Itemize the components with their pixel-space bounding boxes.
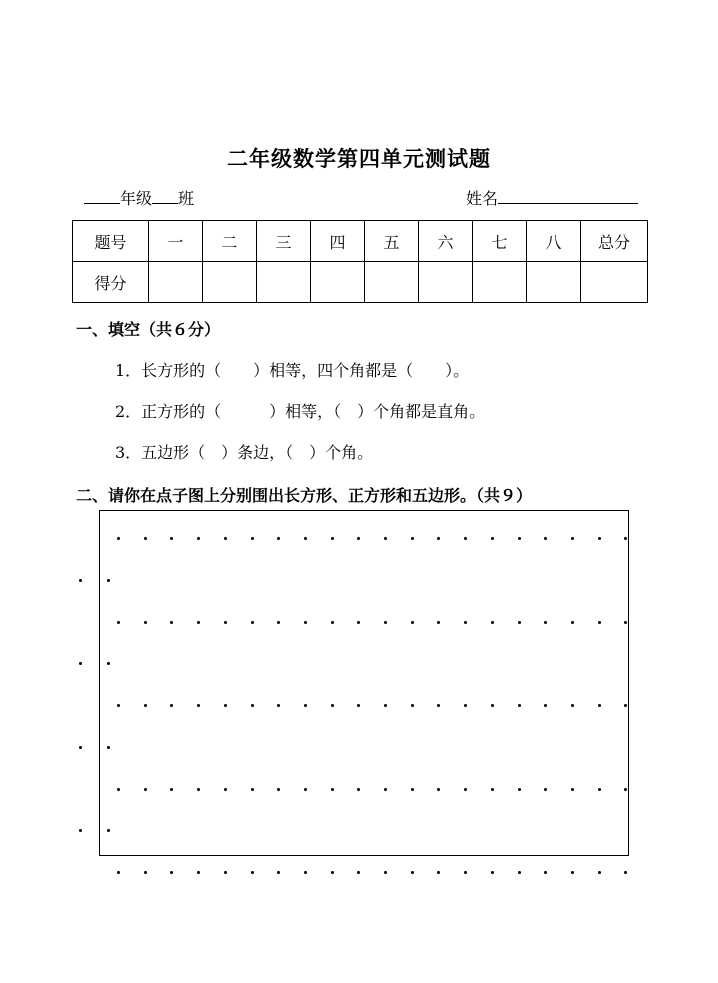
grid-dot[interactable] [277,871,280,874]
grid-dot[interactable] [598,621,601,624]
page-title: 二年级数学第四单元测试题 [227,146,491,171]
name-blank[interactable] [498,187,638,204]
score-cell[interactable] [149,262,203,303]
grid-dot[interactable] [411,704,414,707]
question-3: 3．五边形（ ）条边，（ ）个角。 [115,443,374,462]
grid-dot[interactable] [384,621,387,624]
grid-dot[interactable] [384,871,387,874]
grid-dot[interactable] [144,704,147,707]
grid-dot[interactable] [251,537,254,540]
grid-dot[interactable] [304,621,307,624]
grid-dot[interactable] [197,871,200,874]
score-cell[interactable] [257,262,311,303]
grid-dot[interactable] [491,537,494,540]
grid-dot[interactable] [79,829,82,832]
name-line [466,186,638,209]
grid-dot[interactable] [571,537,574,540]
grid-dot[interactable] [304,871,307,874]
score-cell[interactable] [473,262,527,303]
grid-dot[interactable] [117,621,120,624]
grid-dot[interactable] [384,537,387,540]
table-header-cell: 二 [203,221,257,262]
class-blank[interactable] [152,187,178,204]
grid-dot[interactable] [304,537,307,540]
grid-dot[interactable] [491,871,494,874]
grid-dot[interactable] [571,621,574,624]
dot-grid-box[interactable] [99,510,629,856]
grid-dot[interactable] [518,537,521,540]
grid-dot[interactable] [518,788,521,791]
grid-dot[interactable] [571,871,574,874]
grid-dot[interactable] [518,871,521,874]
grid-dot[interactable] [437,871,440,874]
grid-dot[interactable] [331,537,334,540]
grade-label: 年级 [120,189,153,208]
score-table [72,220,648,303]
grid-dot[interactable] [331,871,334,874]
grid-dot[interactable] [117,704,120,707]
grid-dot[interactable] [117,871,120,874]
table-header-cell: 五 [365,221,419,262]
grid-dot[interactable] [144,871,147,874]
grid-dot[interactable] [79,746,82,749]
grid-dot[interactable] [357,871,360,874]
grid-dot[interactable] [518,621,521,624]
grid-dot[interactable] [251,621,254,624]
grid-dot[interactable] [331,621,334,624]
grid-dot[interactable] [107,746,110,749]
table-header-cell: 题号 [73,221,149,262]
grid-dot[interactable] [251,871,254,874]
name-label: 姓名 [466,189,499,208]
question-2: 2．正方形的（ ）相等，（ ）个角都是直角。 [115,402,486,421]
grid-dot[interactable] [384,788,387,791]
grid-dot[interactable] [411,537,414,540]
grid-dot[interactable] [107,829,110,832]
score-cell[interactable] [419,262,473,303]
grid-dot[interactable] [79,662,82,665]
table-header-cell: 六 [419,221,473,262]
grid-dot[interactable] [304,788,307,791]
section1-heading: 一、填空（共６分） [76,320,221,339]
grid-dot[interactable] [571,788,574,791]
score-cell[interactable] [581,262,648,303]
grid-dot[interactable] [144,788,147,791]
grid-dot[interactable] [331,704,334,707]
table-header-cell: 八 [527,221,581,262]
score-cell[interactable] [311,262,365,303]
grid-dot[interactable] [224,621,227,624]
grid-dot[interactable] [491,704,494,707]
section2-heading: 二、请你在点子图上分别围出长方形、正方形和五边形。（共９） [76,486,533,505]
class-label: 班 [178,189,195,208]
score-cell[interactable] [527,262,581,303]
grid-dot[interactable] [411,788,414,791]
grid-dot[interactable] [224,537,227,540]
grid-dot[interactable] [491,621,494,624]
grid-dot[interactable] [571,704,574,707]
grid-dot[interactable] [251,704,254,707]
grid-dot[interactable] [518,704,521,707]
table-header-cell: 七 [473,221,527,262]
grid-dot[interactable] [107,579,110,582]
table-header-cell: 三 [257,221,311,262]
table-header-cell: 四 [311,221,365,262]
table-header-cell: 一 [149,221,203,262]
score-row-label: 得分 [73,262,149,303]
question-1: 1．长方形的（ ）相等，四个角都是（ ）。 [115,361,470,380]
grid-dot[interactable] [144,537,147,540]
grid-dot[interactable] [598,704,601,707]
table-header-cell: 总分 [581,221,648,262]
score-table-score-row [73,262,648,303]
grid-dot[interactable] [117,537,120,540]
grid-dot[interactable] [224,704,227,707]
grid-dot[interactable] [107,662,110,665]
grid-dot[interactable] [79,579,82,582]
grid-dot[interactable] [544,871,547,874]
score-cell[interactable] [365,262,419,303]
grid-dot[interactable] [224,788,227,791]
grid-dot[interactable] [224,871,227,874]
grid-dot[interactable] [464,871,467,874]
score-cell[interactable] [203,262,257,303]
grid-dot[interactable] [144,621,147,624]
grid-dot[interactable] [491,788,494,791]
grid-dot[interactable] [598,871,601,874]
grade-class-line [84,186,194,209]
score-table-header-row [73,221,648,262]
grid-dot[interactable] [117,788,120,791]
grid-dot[interactable] [598,788,601,791]
grid-dot[interactable] [304,704,307,707]
grid-dot[interactable] [411,871,414,874]
grid-dot[interactable] [251,788,254,791]
grid-dot[interactable] [331,788,334,791]
grid-dot[interactable] [411,621,414,624]
grid-dot[interactable] [598,537,601,540]
grid-dot[interactable] [624,871,627,874]
grade-blank[interactable] [84,187,120,204]
grid-dot[interactable] [384,704,387,707]
grid-dot[interactable] [170,871,173,874]
